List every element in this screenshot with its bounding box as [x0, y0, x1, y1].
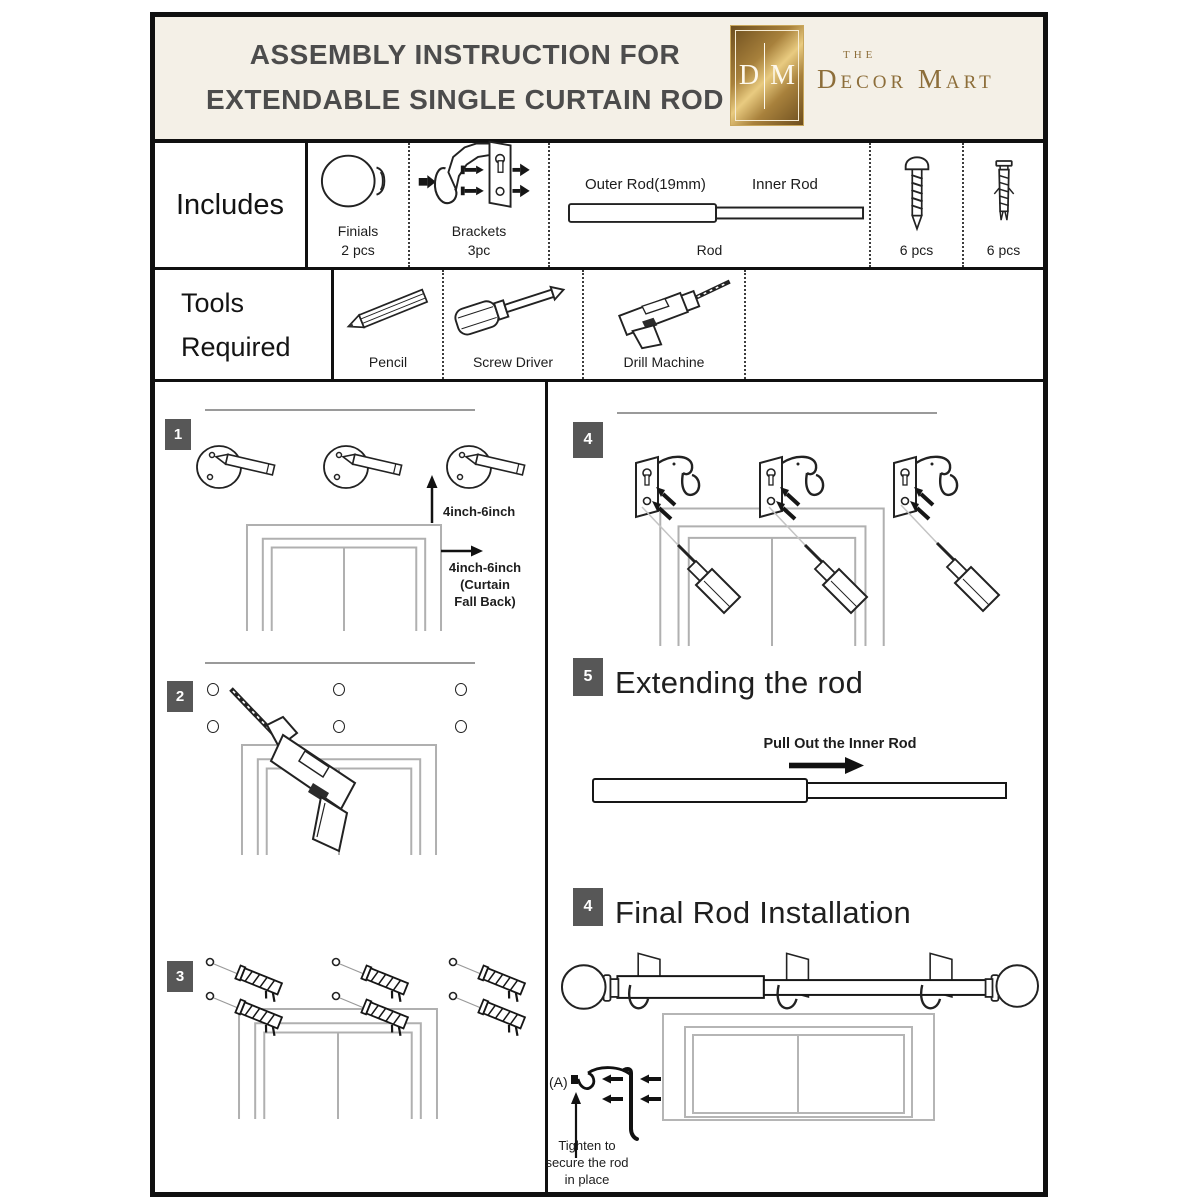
tools-row — [155, 270, 1043, 382]
screw-icon — [900, 149, 934, 235]
step1-rule — [205, 409, 475, 411]
drill-hole — [455, 720, 467, 733]
inner-rod-label: Inner Rod — [752, 176, 818, 193]
drill-machine-drawing — [217, 679, 377, 864]
screws-qty: 6 pcs — [899, 242, 934, 258]
includes-brackets — [410, 143, 550, 267]
tools-label — [155, 270, 334, 379]
tighten-note — [517, 1137, 657, 1188]
wall-mount-marking-drawing — [193, 441, 289, 493]
bracket-icon — [416, 134, 542, 222]
tighten-note-line2: secure the rod — [545, 1155, 629, 1170]
includes-row — [155, 143, 1043, 270]
finials-qty: 2 pcs — [341, 242, 375, 258]
tools-label-line1: Tools — [181, 287, 245, 318]
final-step-badge: 4 — [573, 888, 603, 926]
drill-caption: Drill Machine — [623, 354, 705, 370]
final-step-title: Final Rod Installation — [615, 895, 912, 930]
window-frame-drawing — [245, 523, 443, 631]
title-line-2: EXTENDABLE SINGLE CURTAIN ROD — [206, 84, 724, 115]
step2-rule — [205, 662, 475, 664]
step2-badge: 2 — [167, 681, 193, 712]
window-frame-drawing — [662, 1013, 935, 1121]
step4-badge: 4 — [573, 422, 603, 458]
pull-out-label: Pull Out the Inner Rod — [763, 736, 917, 752]
outer-rod-label: Outer Rod(19mm) — [585, 176, 706, 193]
wall-plug-icon — [989, 159, 1019, 225]
screwdriver-drawing — [767, 505, 882, 617]
tool-screwdriver — [444, 270, 584, 379]
finials-name: Finials — [337, 223, 379, 239]
includes-wall-plugs — [964, 143, 1043, 267]
column-divider — [545, 382, 548, 1192]
step1-up-distance-label: 4inch-6inch — [443, 504, 516, 519]
rod-extend-drawing — [592, 777, 1008, 805]
tighten-note-line3: in place — [564, 1172, 610, 1187]
wall-plug-insert-drawing — [447, 989, 552, 1039]
pencil-icon — [336, 282, 440, 342]
screwdriver-drawing — [899, 503, 1014, 615]
header — [155, 17, 1043, 143]
drill-hole — [455, 683, 467, 696]
rod-caption: Rod — [696, 242, 723, 258]
brackets-name: Brackets — [451, 223, 507, 239]
step1-fallback-label — [437, 559, 533, 610]
screwdriver-caption: Screw Driver — [472, 354, 554, 370]
up-arrow-icon — [425, 475, 439, 523]
tool-drill — [584, 270, 746, 379]
drill-icon — [592, 272, 736, 352]
brackets-qty: 3pc — [467, 242, 491, 258]
finial-icon — [319, 150, 397, 216]
wall-mount-marking-drawing — [443, 441, 539, 493]
includes-rod — [550, 143, 871, 267]
tighten-note-line1: Tighten to — [558, 1138, 616, 1153]
step4-rule — [617, 412, 937, 414]
screwdriver-drawing — [640, 505, 755, 617]
detail-marker: (A) — [549, 1074, 568, 1090]
wall-plugs-qty: 6 pcs — [986, 242, 1021, 258]
step3-badge: 3 — [167, 961, 193, 992]
fallback-line2: (Curtain — [460, 577, 510, 592]
title-line-1: ASSEMBLY INSTRUCTION FOR — [249, 39, 681, 70]
includes-finials — [308, 143, 410, 267]
brand-name: Decor Mart — [817, 64, 995, 94]
screwdriver-icon — [450, 275, 576, 349]
logo-divider — [764, 43, 765, 109]
wall-plug-insert-drawing — [204, 989, 309, 1039]
right-arrow-icon — [441, 544, 483, 558]
pencil-caption: Pencil — [368, 354, 408, 370]
logo-letter-m: M — [770, 59, 796, 91]
rod-diagram — [568, 200, 866, 226]
fallback-line3: Fall Back) — [454, 594, 516, 609]
fallback-line1: 4inch-6inch — [448, 560, 522, 575]
page-title — [191, 32, 739, 122]
brand-tagline: THE — [843, 49, 877, 61]
logo-monogram — [731, 26, 803, 125]
includes-label: Includes — [155, 143, 308, 267]
brand-wordmark — [817, 49, 1047, 95]
tools-label-line2: Required — [181, 331, 291, 362]
logo-letter-d: D — [738, 59, 760, 91]
brand-logo-icon — [730, 25, 804, 126]
wall-plug-insert-drawing — [330, 989, 435, 1039]
tool-pencil — [334, 270, 444, 379]
step5-badge: 5 — [573, 658, 603, 696]
pull-arrow-icon — [789, 757, 864, 774]
includes-screws — [871, 143, 964, 267]
wall-mount-marking-drawing — [320, 441, 416, 493]
step1-badge: 1 — [165, 419, 191, 450]
tools-empty-cell — [746, 270, 1043, 379]
step5-title: Extending the rod — [615, 665, 864, 700]
instruction-sheet — [150, 12, 1048, 1197]
